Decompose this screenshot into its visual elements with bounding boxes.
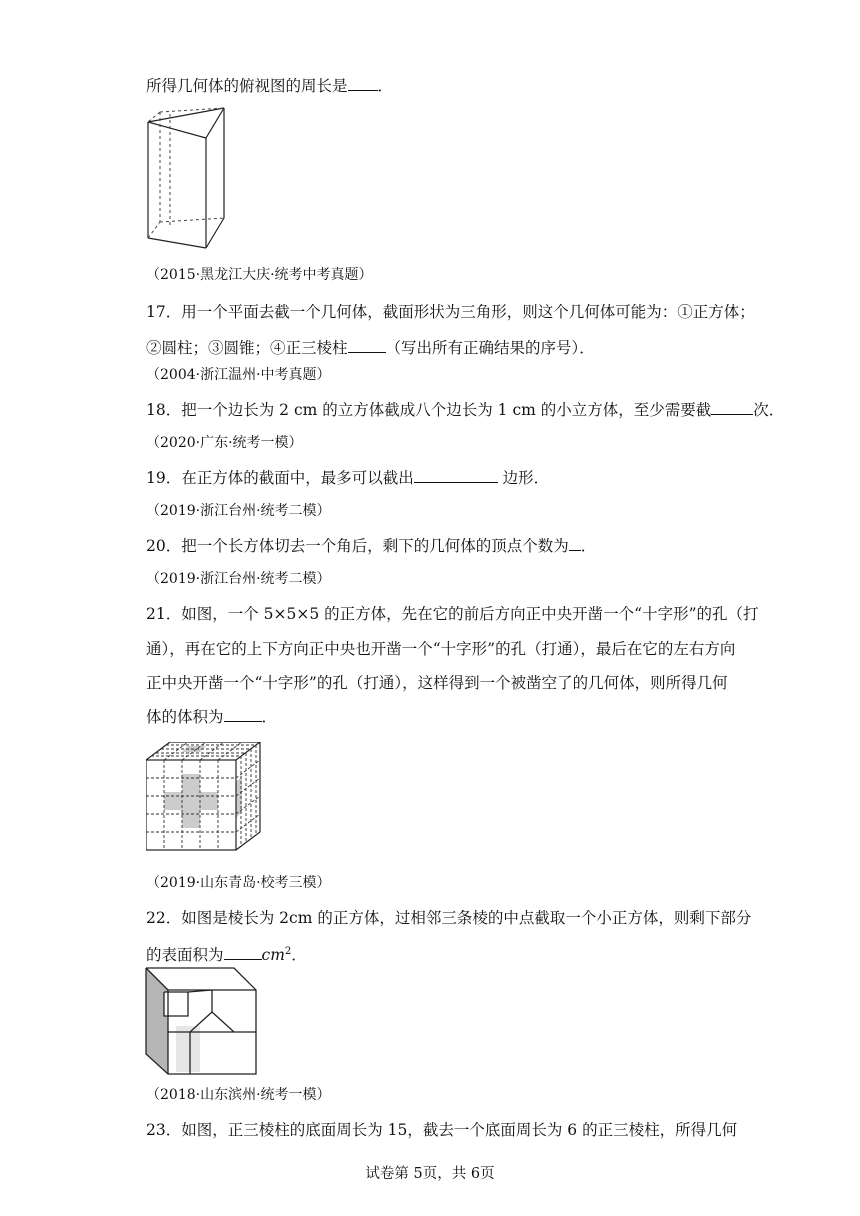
- answer-blank: [224, 945, 262, 960]
- answer-blank: [348, 76, 378, 91]
- q22-line2: 的表面积为 $cm^2$．: [146, 946, 307, 965]
- q21-line3: 正中央开凿一个“十字形”的孔（打通），这样得到一个被凿空了的几何体，则所得几何: [146, 674, 728, 692]
- q19-line: 19．在正方体的截面中，最多可以截出 边形．: [146, 469, 550, 487]
- source-note: （2018·山东滨州·统考一模）: [146, 1087, 331, 1103]
- source-note: （2019·浙江台州·统考二模）: [146, 503, 331, 519]
- answer-blank: [348, 338, 386, 353]
- answer-blank: [711, 400, 753, 415]
- answer-blank: [224, 707, 262, 722]
- q21-line1: 21．如图，一个 5×5×5 的正方体，先在它的前后方向正中央开凿一个“十字形”的孔（打: [146, 605, 759, 623]
- source-note: （2020·广东·统考一模）: [146, 435, 303, 451]
- q16-line: 所得几何体的俯视图的周长是 ．: [146, 77, 394, 95]
- q21-line4: 体的体积为 ．: [146, 708, 278, 726]
- source-note: （2019·山东青岛·校考三模）: [146, 875, 331, 891]
- q23-line1: 23．如图，正三棱柱的底面周长为 15，截去一个底面周长为 6 的正三棱柱，所得几何: [146, 1121, 738, 1139]
- q18-line: 18．把一个边长为 2 cm 的立方体截成八个边长为 1 cm 的小立方体，至少需要截 次．: [146, 401, 785, 419]
- q21-line2: 通），再在它的上下方向正中央也开凿一个“十字形”的孔（打通），最后在它的左右方向: [146, 640, 736, 658]
- source-note: （2019·浙江台州·统考二模）: [146, 571, 331, 587]
- hollowed-cube-figure: [146, 742, 264, 856]
- q17-line2: ②圆柱；③圆锥；④正三棱柱 （写出所有正确结果的序号）．: [146, 339, 595, 357]
- source-note: （2004·浙江温州·中考真题）: [146, 367, 331, 383]
- q20-line: 20．把一个长方体切去一个角后，剩下的几何体的顶点个数为 ．: [146, 537, 597, 555]
- cut-cube-figure: [144, 966, 260, 1078]
- q16-text: 所得几何体的俯视图的周长是: [146, 77, 348, 95]
- answer-blank: [414, 468, 498, 483]
- answer-blank: [569, 536, 581, 551]
- triangular-prism-figure: [140, 100, 240, 252]
- page-footer: 试卷第 5页，共 6页: [365, 1166, 495, 1182]
- q17-line1: 17．用一个平面去截一个几何体，截面形状为三角形，则这个几何体可能为：①正方体；: [146, 303, 755, 321]
- source-note: （2015·黑龙江大庆·统考中考真题）: [146, 267, 373, 283]
- q22-line1: 22．如图是棱长为 2cm 的正方体，过相邻三条棱的中点截取一个小正方体，则剩下部分: [146, 909, 752, 927]
